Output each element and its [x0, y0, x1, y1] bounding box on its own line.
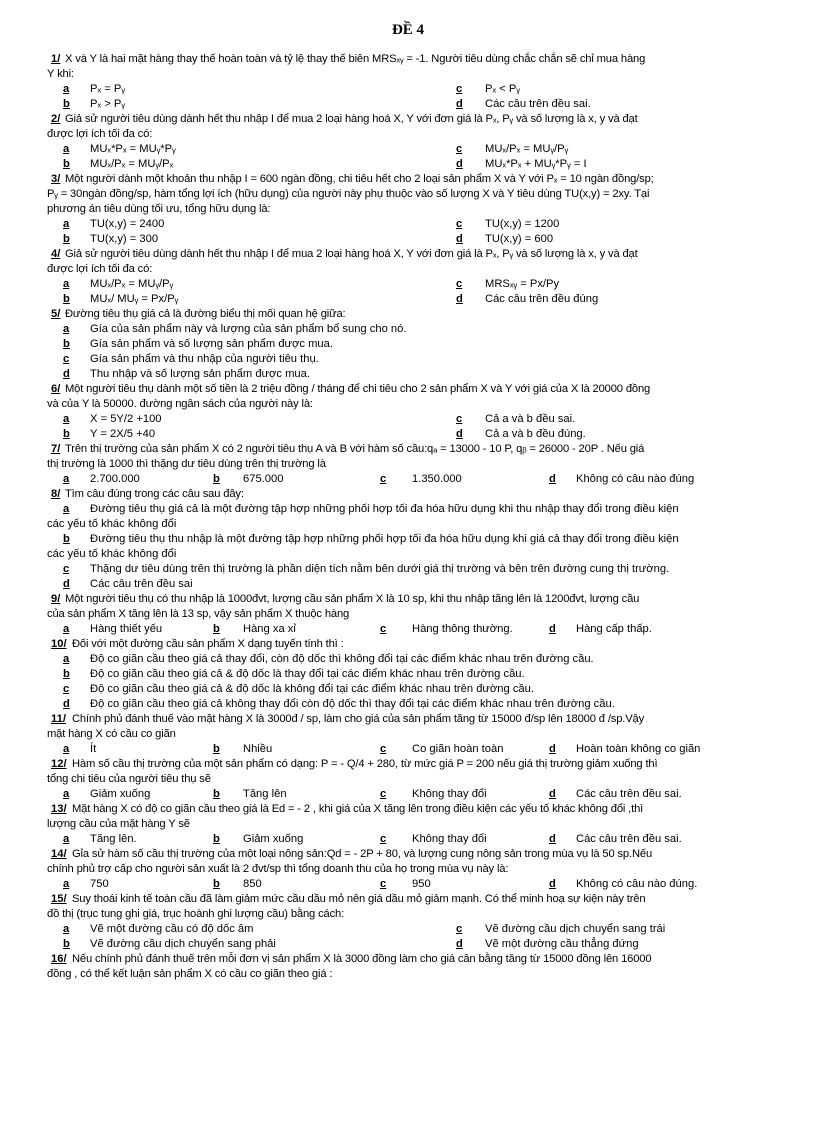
option-text: MUₓ/Pₓ = MUᵧ/Pᵧ — [90, 278, 174, 290]
option-label: d — [456, 938, 463, 950]
option-label: d — [456, 233, 463, 245]
question-text: mặt hàng X có cầu co giãn — [47, 728, 176, 740]
option-text: Pₓ < Pᵧ — [485, 83, 520, 95]
option-label: b — [63, 233, 70, 245]
option-text: Thặng dư tiêu dùng trên thị trường là phần diện tích nằm bên dưới giá thị trường và bên trên đường cung thị trường. — [90, 563, 670, 575]
option-label: c — [456, 218, 463, 230]
option-text: Vẽ đường cầu dịch chuyển sang trái — [485, 923, 666, 935]
question-number: 7/ — [51, 443, 61, 455]
option-text: TU(x,y) = 600 — [485, 233, 554, 245]
question-number: 5/ — [51, 308, 61, 320]
option-text: Không có câu nào đúng. — [576, 878, 698, 890]
option-label: c — [380, 623, 387, 635]
question-text: X và Y là hai mặt hàng thay thế hoàn toàn và tỷ lệ thay thế biên MRSₓᵧ = -1. Người tiêu dùng chắc chắn sẽ chỉ mua hàng — [65, 53, 646, 65]
option-label: a — [63, 743, 70, 755]
question-text: Mặt hàng X có độ co giãn cầu theo giá là Ed = - 2 , khi giá của X tăng lên trong điều kiện các yếu tố khác không đổi ,thì — [72, 803, 644, 815]
option-label: c — [456, 413, 463, 425]
option-label: b — [63, 293, 70, 305]
option-label: d — [549, 833, 556, 845]
option-text: Gía sản phẩm và thu nhập của người tiêu thụ. — [90, 353, 319, 365]
page-title: ĐỀ 4 — [391, 22, 425, 38]
option-text: Hàng xa xỉ — [243, 623, 296, 635]
option-label: c — [380, 878, 387, 890]
option-text: 675.000 — [243, 473, 284, 485]
question-number: 4/ — [51, 248, 61, 260]
question-number: 16/ — [51, 953, 67, 965]
option-label: c — [63, 683, 70, 695]
option-text: Giảm xuống — [243, 833, 304, 845]
option-text: Gía sản phẩm và số lượng sản phẩm được mua. — [90, 338, 333, 350]
question-number: 6/ — [51, 383, 61, 395]
question-text: phương án tiêu dùng tối ưu, tổng hữu dụng là: — [47, 203, 271, 215]
question-text: lượng cầu của mặt hàng Y sẽ — [47, 818, 190, 830]
option-text: Vẽ một đường cầu thẳng đứng — [485, 938, 639, 950]
option-label: b — [213, 623, 220, 635]
option-text: Pₓ > Pᵧ — [90, 98, 125, 110]
option-text: Cả a và b đều sai. — [485, 413, 576, 425]
option-label: d — [456, 98, 463, 110]
option-text: 950 — [412, 878, 431, 890]
option-text: Tăng lên. — [90, 833, 137, 845]
option-text: TU(x,y) = 300 — [90, 233, 159, 245]
option-text: Các câu trên đều đúng — [485, 293, 599, 305]
option-label: a — [63, 788, 70, 800]
option-label: b — [63, 668, 70, 680]
option-label: a — [63, 653, 70, 665]
option-text: 850 — [243, 878, 262, 890]
option-label: d — [63, 368, 70, 380]
question-text: được lợi ích tối đa có: — [47, 263, 153, 275]
option-text: MUₓ*Pₓ = MUᵧ*Pᵧ — [90, 143, 176, 155]
option-text: MRSₓᵧ = Px/Py — [485, 278, 560, 290]
question-number: 10/ — [51, 638, 67, 650]
question-text: và của Y là 50000. đường ngân sách của người này là: — [47, 398, 313, 410]
question-text: đồng , có thể kết luận sản phẩm X có cầu co giãn theo giá : — [47, 968, 333, 980]
option-label: c — [456, 278, 463, 290]
option-text: Nhiều — [243, 743, 273, 755]
option-text: MUₓ/ MUᵧ = Px/Pᵧ — [90, 293, 179, 305]
question-text: Một người tiêu thụ dành một số tiền là 2 triệu đồng / tháng để chi tiêu cho 2 sản phẩm X và Y với giá của X là 20000 đồng — [65, 383, 651, 395]
option-text: Các câu trên đều sai. — [485, 98, 591, 110]
option-text: Độ co giãn cầu theo giá cả thay đổi, còn độ dốc thì không đổi tại các điểm khác nhau trên đường cầu. — [90, 653, 594, 665]
question-text: Đường tiêu thụ giá cả là đường biểu thị mối quan hệ giữa: — [65, 308, 346, 320]
option-label: d — [456, 293, 463, 305]
option-label: c — [380, 473, 387, 485]
question-text: thị trường là 1000 thì thặng dư tiêu dùng trên thị trường là — [47, 458, 326, 470]
option-text: Đường tiêu thụ giá cả là một đường tập hợp những phối hợp tối đa hóa hữu dụng khi thu nhập thay đổi trong điều kiện — [90, 503, 679, 515]
option-text: MUₓ*Pₓ + MUᵧ*Pᵧ = I — [485, 158, 587, 170]
question-text: đồ thị (trục tung ghi giá, trục hoành ghi lượng cầu) bằng cách: — [47, 908, 345, 920]
question-text: Nếu chính phủ đánh thuế trên mỗi đơn vị sản phẩm X là 3000 đồng làm cho giá cân bằng tăng từ 15000 đồng lên 16000 — [72, 953, 652, 965]
question-text: Giả sử người tiêu dùng dành hết thu nhập I để mua 2 loại hàng hoá X, Y với đơn giá là Pₓ, Pᵧ và số lượng là x, y và đạt — [65, 113, 638, 125]
option-text: Không có câu nào đúng — [576, 473, 695, 485]
question-number: 8/ — [51, 488, 61, 500]
option-label: d — [549, 878, 556, 890]
question-text: của sản phẩm X tăng lên là 13 sp, vậy sản phẩm X thuộc hàng — [47, 608, 350, 620]
option-label: b — [63, 98, 70, 110]
question-number: 14/ — [51, 848, 67, 860]
question-number: 11/ — [51, 713, 66, 725]
option-text: Hàng cấp thấp. — [576, 623, 652, 635]
option-text: Y = 2X/5 +40 — [90, 428, 156, 440]
option-label: d — [549, 743, 556, 755]
option-label: d — [456, 158, 463, 170]
question-text: chính phủ trợ cấp cho người sản xuất là 2 đvt/sp thì tổng doanh thu của họ trong mùa vụ này là: — [47, 863, 509, 875]
option-label: b — [213, 878, 220, 890]
option-text-continued: các yếu tố khác không đổi — [47, 518, 177, 530]
option-label: b — [63, 533, 70, 545]
question-number: 1/ — [51, 53, 61, 65]
option-label: c — [456, 143, 463, 155]
option-label: a — [63, 413, 70, 425]
option-text: 1.350.000 — [412, 473, 462, 485]
option-label: a — [63, 623, 70, 635]
question-text: Đối với một đường cầu sản phẩm X dạng tuyến tính thì : — [72, 638, 344, 650]
option-label: d — [456, 428, 463, 440]
option-text: Thu nhập và số lượng sản phẩm được mua. — [90, 368, 310, 380]
option-text: Độ co giãn cầu theo giá cả không thay đổi còn độ dốc thì thay đổi tại các điểm khác nhau trên đường cầu. — [90, 698, 615, 710]
question-text: Một người tiêu thụ có thu nhập là 1000đvt, lượng cầu sản phẩm X là 10 sp, khi thu nhập tăng lên là 1200đvt, lượng cầu — [65, 593, 640, 605]
option-text: Hàng thiết yếu — [90, 623, 163, 635]
option-text: Tăng lên — [243, 788, 287, 800]
option-label: b — [213, 788, 220, 800]
option-label: b — [63, 338, 70, 350]
option-label: c — [456, 923, 463, 935]
option-label: b — [213, 743, 220, 755]
option-label: c — [380, 788, 387, 800]
option-label: b — [213, 473, 220, 485]
question-text: Suy thoái kinh tế toàn cầu đã làm giảm mức cầu dầu mỏ nên giá dầu mỏ giảm mạnh. Có thể minh hoạ sự kiện này trên — [72, 893, 646, 905]
option-label: a — [63, 503, 70, 515]
option-text: Giảm xuống — [90, 788, 151, 800]
question-text: Pᵧ = 30ngàn đồng/sp, hàm tổng lợi ích (hữu dụng) của người này phụ thuộc vào số lượng X và Y tiêu dùng TU(x,y) = 2xy. Tại — [47, 188, 650, 200]
option-text: Co giãn hoàn toàn — [412, 743, 504, 755]
question-number: 15/ — [51, 893, 67, 905]
option-text: Cả a và b đều đúng. — [485, 428, 586, 440]
option-text: Vẽ một đường cầu có độ dốc âm — [90, 923, 254, 935]
option-text: Độ co giãn cầu theo giá cả & độ dốc là không đổi tại các điểm khác nhau trên đường cầu. — [90, 683, 534, 695]
option-text: Các câu trên đều sai. — [576, 833, 682, 845]
question-text: Tìm câu đúng trong các câu sau đây: — [65, 488, 244, 500]
question-number: 13/ — [51, 803, 67, 815]
option-text: Hoàn toàn không co giãn — [576, 743, 701, 755]
option-label: a — [63, 218, 70, 230]
option-text: X = 5Y/2 +100 — [90, 413, 162, 425]
option-label: a — [63, 143, 70, 155]
option-text: Các câu trên đều sai. — [576, 788, 682, 800]
option-text: Gía của sản phẩm này và lượng của sản phẩm bổ sung cho nó. — [90, 323, 407, 335]
option-label: a — [63, 878, 70, 890]
option-label: c — [63, 563, 70, 575]
question-number: 9/ — [51, 593, 61, 605]
option-text: Không thay đổi — [412, 788, 487, 800]
option-label: a — [63, 473, 70, 485]
option-text: Ít — [90, 743, 97, 755]
option-text: 750 — [90, 878, 109, 890]
option-label: a — [63, 923, 70, 935]
question-number: 12/ — [51, 758, 67, 770]
question-text: tổng chi tiêu của người tiêu thụ sẽ — [47, 773, 211, 785]
option-text: TU(x,y) = 2400 — [90, 218, 165, 230]
question-text: Một người dành một khoản thu nhập I = 600 ngàn đồng, chi tiêu hết cho 2 loại sản phẩm X và Y với Pₓ = 10 ngàn đồng/sp; — [65, 173, 654, 185]
option-label: b — [213, 833, 220, 845]
option-label: b — [63, 938, 70, 950]
option-label: d — [549, 623, 556, 635]
option-label: a — [63, 83, 70, 95]
option-text: Vẽ đường cầu dịch chuyển sang phải — [90, 938, 276, 950]
option-label: d — [63, 578, 70, 590]
option-text: MUₓ/Pₓ = MUᵧ/Pₓ — [90, 158, 174, 170]
option-label: c — [380, 743, 387, 755]
question-text: Gỉa sử hàm số cầu thị trường của một loại nông sản:Qd = - 2P + 80, và lượng cung nông sản trong mùa vụ là 50 sp.Nếu — [72, 848, 653, 860]
question-text: Y khi: — [47, 68, 74, 80]
question-text: Hàm số cầu thị trường của một sản phẩm có dạng: P = - Q/4 + 280, từ mức giá P = 200 nếu giá thị trường giảm xuống thì — [72, 758, 658, 770]
option-text: Các câu trên đều sai — [90, 578, 193, 590]
option-label: a — [63, 323, 70, 335]
question-text: Giả sử người tiêu dùng dành hết thu nhập I để mua 2 loại hàng hoá X, Y với đơn giá là Pₓ, Pᵧ và số lượng là x, y và đạt — [65, 248, 638, 260]
option-text: MUₓ/Pₓ = MUᵧ/Pᵧ — [485, 143, 569, 155]
question-text: được lợi ích tối đa có: — [47, 128, 153, 140]
question-text: Trên thị trường của sản phẩm X có 2 người tiêu thụ A và B với hàm số cầu:qₐ = 13000 - 10 P, qᵦ = 26000 - 20P . Nếu giá — [65, 443, 645, 455]
option-text: Hàng thông thường. — [412, 623, 513, 635]
option-text-continued: các yếu tố khác không đổi — [47, 548, 177, 560]
option-text: Pₓ = Pᵧ — [90, 83, 125, 95]
option-label: c — [63, 353, 70, 365]
option-label: c — [456, 83, 463, 95]
question-number: 2/ — [51, 113, 61, 125]
option-text: Độ co giãn cầu theo giá cả & độ dốc là thay đổi tại các điểm khác nhau trên đường cầu. — [90, 668, 525, 680]
option-text: 2.700.000 — [90, 473, 140, 485]
option-label: a — [63, 278, 70, 290]
option-label: a — [63, 833, 70, 845]
option-label: b — [63, 158, 70, 170]
option-text: TU(x,y) = 1200 — [485, 218, 560, 230]
question-text: Chính phủ đánh thuế vào mặt hàng X là 3000đ / sp, làm cho giá của sản phẩm tăng từ 15000 đ/sp lên 18000 đ /sp.Vậy — [72, 713, 645, 725]
question-number: 3/ — [51, 173, 61, 185]
option-text: Đường tiêu thụ thu nhập là một đường tập hợp những phối hợp tối đa hóa hữu dụng khi giá cả thay đổi trong điều kiện — [90, 533, 679, 545]
option-label: d — [63, 698, 70, 710]
option-label: d — [549, 788, 556, 800]
option-label: b — [63, 428, 70, 440]
option-label: d — [549, 473, 556, 485]
option-text: Không thay đổi — [412, 833, 487, 845]
option-label: c — [380, 833, 387, 845]
